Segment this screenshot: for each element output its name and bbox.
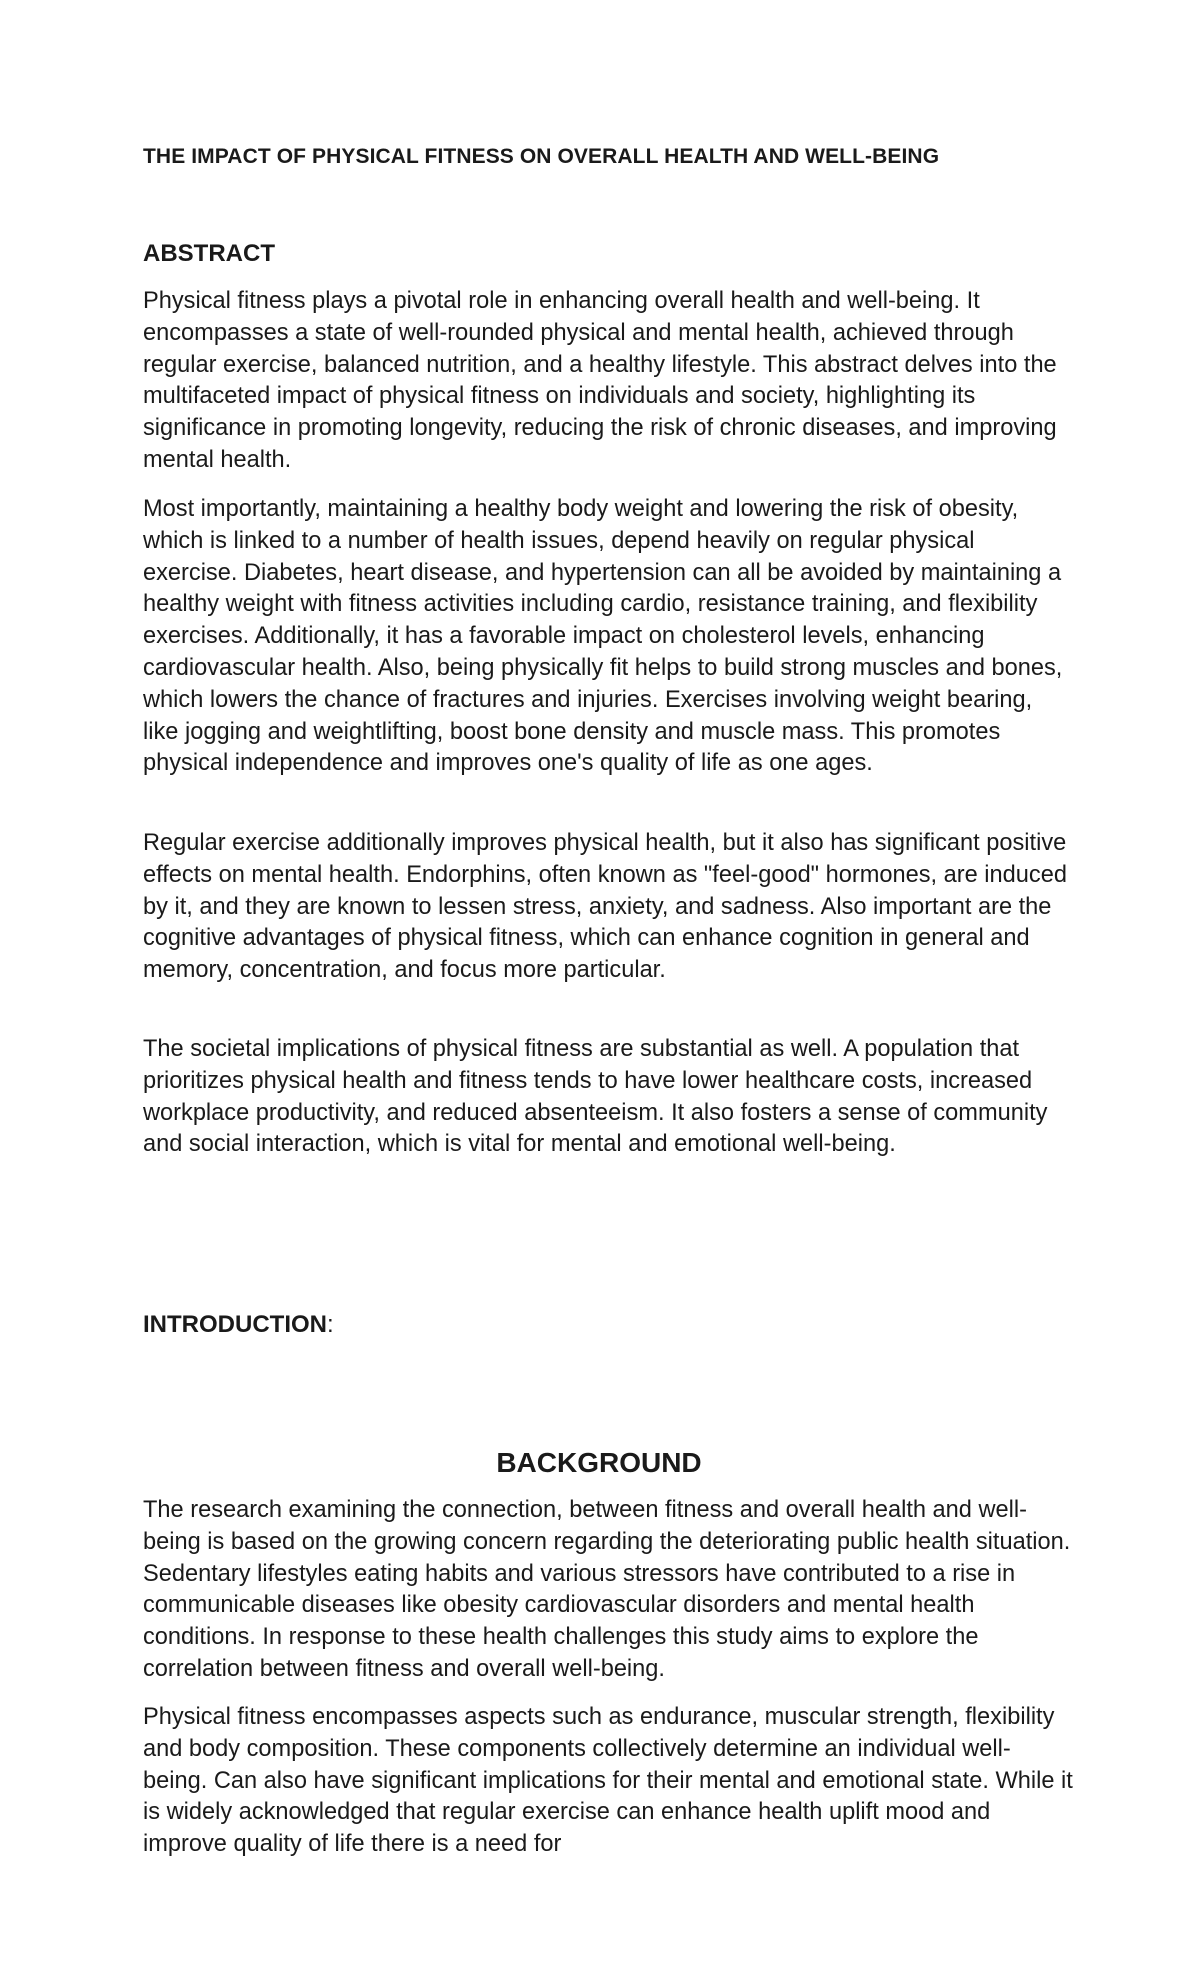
introduction-heading bbox=[143, 1310, 334, 1340]
introduction-heading-colon: : bbox=[326, 1311, 334, 1338]
document-title: THE IMPACT OF PHYSICAL FITNESS ON OVERALL HEALTH AND WELL-BEING bbox=[143, 145, 940, 168]
abstract-paragraph: Physical fitness plays a pivotal role in enhancing overall health and well-being. It encompasses a state of well-rounded physical and mental health, achieved through regular exercise, balanced nutrition, and a healthy lifestyle. This abstract delves into the multifaceted impact of physical fitness on individuals and society, highlighting its significance in promoting longevity, reducing the risk of chronic diseases, and improving mental health. bbox=[143, 288, 1057, 473]
abstract-paragraph: Regular exercise additionally improves physical health, but it also has significant positive effects on mental health. Endorphins, often known as "feel-good" hormones, are induced by it, and they are known to lessen stress, anxiety, and sadness. Also important are the cognitive advantages of physical fitness, which can enhance cognition in general and memory, concentration, and focus more particular. bbox=[143, 830, 1067, 984]
background-paragraph: Physical fitness encompasses aspects such as endurance, muscular strength, flexibility and body composition. These components collectively determine an individual well-being. Can also have significant implications for their mental and emotional state. While it is widely acknowledged that regular exercise can enhance health uplift mood and improve quality of life there is a need for bbox=[143, 1704, 1073, 1858]
background-paragraph: The research examining the connection, between fitness and overall health and well-being is based on the growing concern regarding the deteriorating public health situation. Sedentary lifestyles eating habits and various stressors have contributed to a rise in communicable diseases like obesity cardiovascular disorders and mental health conditions. In response to these health challenges this study aims to explore the correlation between fitness and overall well-being. bbox=[143, 1497, 1071, 1682]
background-heading: BACKGROUND bbox=[496, 1447, 702, 1478]
abstract-paragraph: The societal implications of physical fitness are substantial as well. A population that prioritizes physical health and fitness tends to have lower healthcare costs, increased workplace productivity, and reduced absenteeism. It also fosters a sense of community and social interaction, which is vital for mental and emotional well-being. bbox=[143, 1036, 1048, 1158]
abstract-heading: ABSTRACT bbox=[143, 240, 275, 267]
introduction-heading-text: INTRODUCTION bbox=[143, 1311, 327, 1338]
abstract-paragraph: Most importantly, maintaining a healthy body weight and lowering the risk of obesity, which is linked to a number of health issues, depend heavily on regular physical exercise. Diabetes, heart disease, and hypertension can all be avoided by maintaining a healthy weight with fitness activities including cardio, resistance training, and flexibility exercises. Additionally, it has a favorable impact on cholesterol levels, enhancing cardiovascular health. Also, being physically fit helps to build strong muscles and bones, which lowers the chance of fractures and injuries. Exercises involving weight bearing, like jogging and weightlifting, boost bone density and muscle mass. This promotes physical independence and improves one's quality of life as one ages. bbox=[143, 496, 1063, 777]
